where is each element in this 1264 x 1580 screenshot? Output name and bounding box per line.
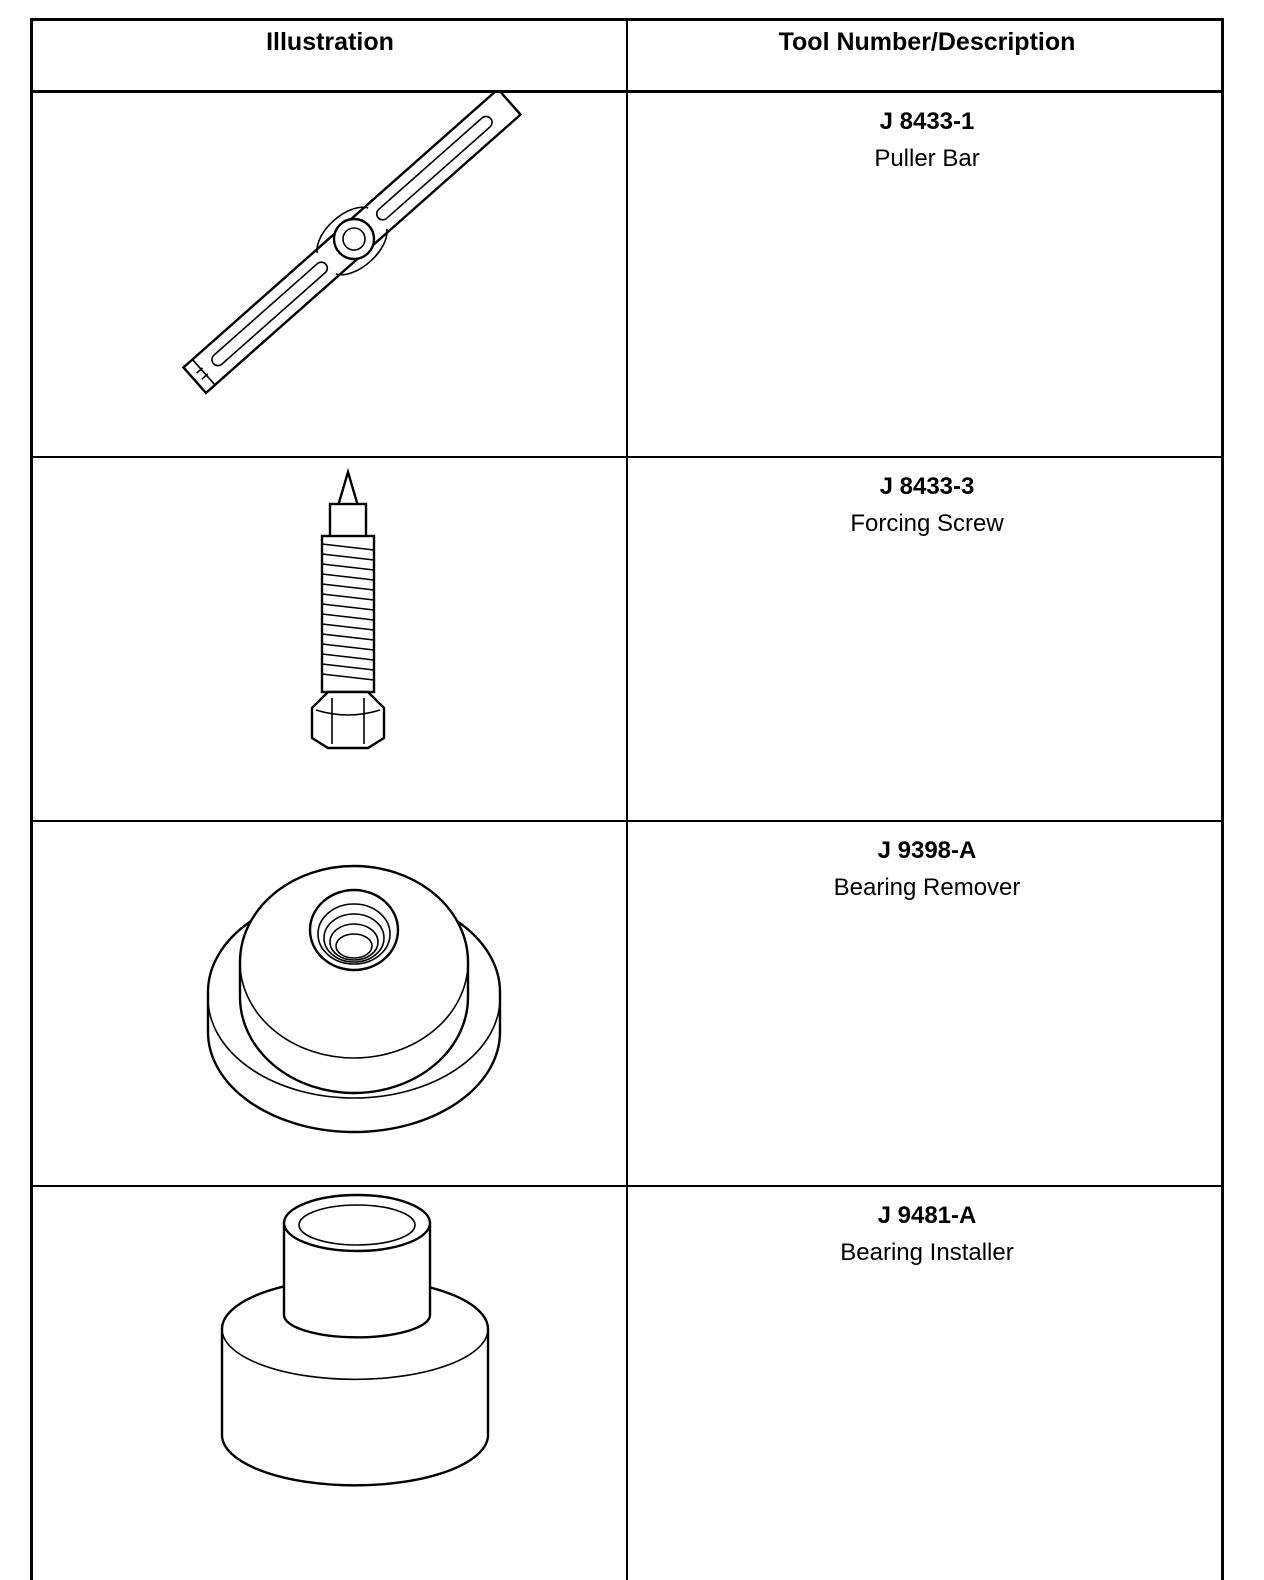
tool-number: J 8433-1 [879, 108, 975, 135]
tool-description: Forcing Screw [850, 510, 1004, 537]
bearing-remover-icon [32, 822, 628, 1185]
bearing-installer-icon [32, 1187, 628, 1580]
puller-bar-icon [32, 93, 628, 456]
table-row [32, 458, 1224, 820]
tool-description: Bearing Installer [840, 1239, 1014, 1266]
tool-cell [630, 822, 1224, 1185]
illustration-cell [32, 1187, 628, 1580]
table-row [32, 93, 1224, 456]
table-row [32, 822, 1224, 1185]
tool-number: J 8433-3 [879, 473, 975, 500]
header-tool-number-description: Tool Number/Description [778, 28, 1076, 56]
tool-description: Bearing Remover [833, 874, 1021, 901]
header-illustration: Illustration [266, 28, 394, 56]
table-row [32, 1187, 1224, 1580]
tool-cell [630, 1187, 1224, 1580]
forcing-screw-icon [32, 458, 628, 820]
illustration-cell [32, 458, 628, 820]
tool-description: Puller Bar [874, 145, 980, 172]
illustration-cell [32, 822, 628, 1185]
tool-number: J 9481-A [877, 1202, 977, 1229]
tool-number: J 9398-A [877, 837, 977, 864]
tool-cell [630, 458, 1224, 820]
tool-cell [630, 93, 1224, 456]
illustration-cell [32, 93, 628, 456]
